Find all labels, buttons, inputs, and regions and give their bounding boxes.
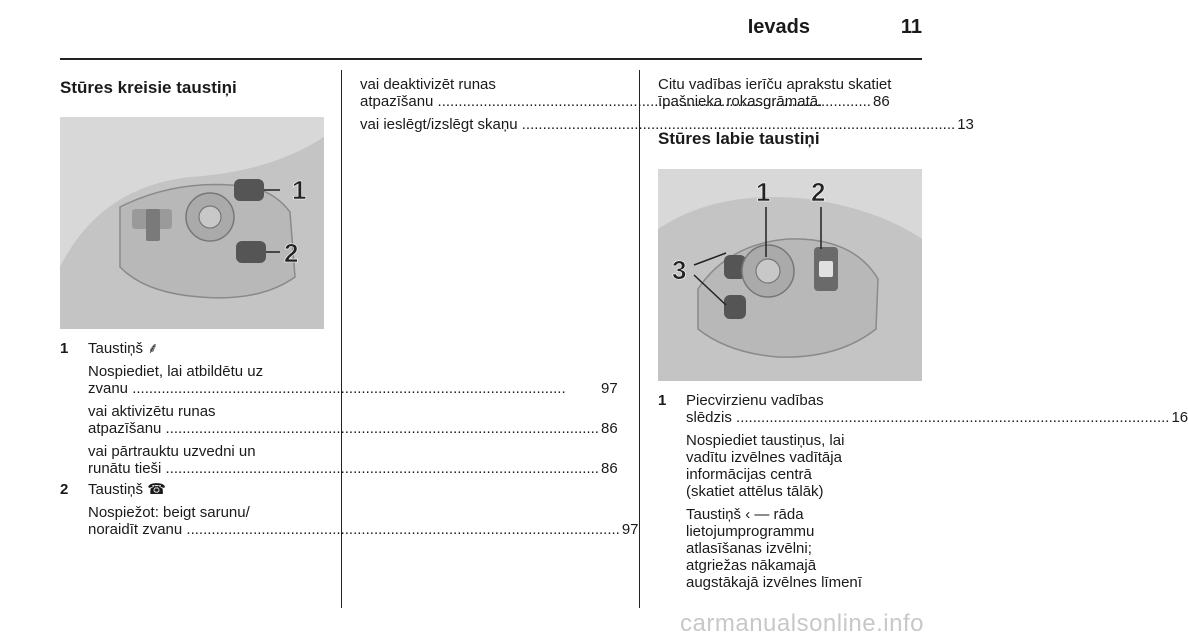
intro-text: Citu vadības ierīču aprakstu skatiet: [658, 76, 892, 93]
left-item-2: [60, 481, 639, 538]
page-reference: 13: [957, 116, 974, 133]
header-rule: [60, 58, 922, 60]
right-steering-wheel-illustration: [658, 169, 922, 381]
left-heading: Stūres kreisie taustiņi: [60, 78, 237, 97]
item-number: 2: [60, 481, 69, 498]
header-section-title: Ievads: [747, 16, 810, 38]
reference-entry: Nospiežot: beigt sarunu/ noraidīt zvanu ..... 97: [88, 504, 639, 538]
page-reference: 86: [600, 420, 618, 437]
right-item-1: 1 Piecvirzienu vadības slēdzis ..... 16 Nospiediet taustiņus, lai vadītu izvēlnes vadītāja informācijas centrā (skatiet attēlus tālāk) Taustiņš ‹ — rāda lietojumprogrammu atlasīšanas izvēlni; atgriežas nākamajā augstākajā izvēlnes līmenī: [658, 392, 922, 591]
right-heading: Stūres labie taustiņi: [658, 129, 820, 148]
left-callout-2: 2: [284, 238, 299, 268]
paragraph: Taustiņš ‹ — rāda lietojumprogrammu atlasīšanas izvēlni; atgriežas nākamajā augstākajā izvēlnes līmenī: [686, 506, 862, 591]
reference-entry: Nospiediet, lai atbildētu uz zvanu ..... 97: [88, 363, 618, 397]
reference-entry: vai pārtrauktu uzvedni un runātu tieši ..... 86: [88, 443, 618, 477]
right-callout-1: 1: [756, 177, 771, 207]
page-reference: 86: [600, 460, 618, 477]
page-reference: 97: [600, 380, 618, 397]
watermark: carmanualsonline.info: [680, 610, 924, 637]
left-callout-1: 1: [292, 175, 307, 205]
right-steering-figure: [658, 169, 922, 381]
item-label: Taustiņš ⸙: [88, 340, 159, 357]
intro-text: īpašnieka rokasgrāmatā.: [658, 93, 823, 110]
header-page-number: 11: [900, 16, 922, 38]
column-divider-right: [639, 70, 640, 608]
reference-entry: vai aktivizētu runas atpazīšanu ..... 86: [88, 403, 618, 437]
item-number: 1: [60, 340, 69, 357]
paragraph: Nospiediet taustiņus, lai vadītu izvēlnes vadītāja informācijas centrā (skatiet attēlus tālāk): [686, 432, 845, 500]
right-callout-2: 2: [811, 177, 826, 207]
left-item-1: [60, 340, 618, 477]
right-callout-3: 3: [672, 255, 687, 285]
page-reference: 16: [1171, 409, 1188, 426]
reference-entry: vai deaktivizēt runas atpazīšanu ..... 86: [360, 76, 622, 110]
left-steering-wheel-illustration: [60, 117, 324, 329]
page-reference: 86: [872, 93, 890, 110]
left-steering-figure: [60, 117, 324, 329]
page-reference: 97: [621, 521, 639, 538]
item-number: 1: [658, 392, 667, 409]
reference-entry: vai ieslēgt/izslēgt skaņu ..... 13: [360, 116, 622, 133]
item-label: Taustiņš ☎: [88, 481, 166, 498]
